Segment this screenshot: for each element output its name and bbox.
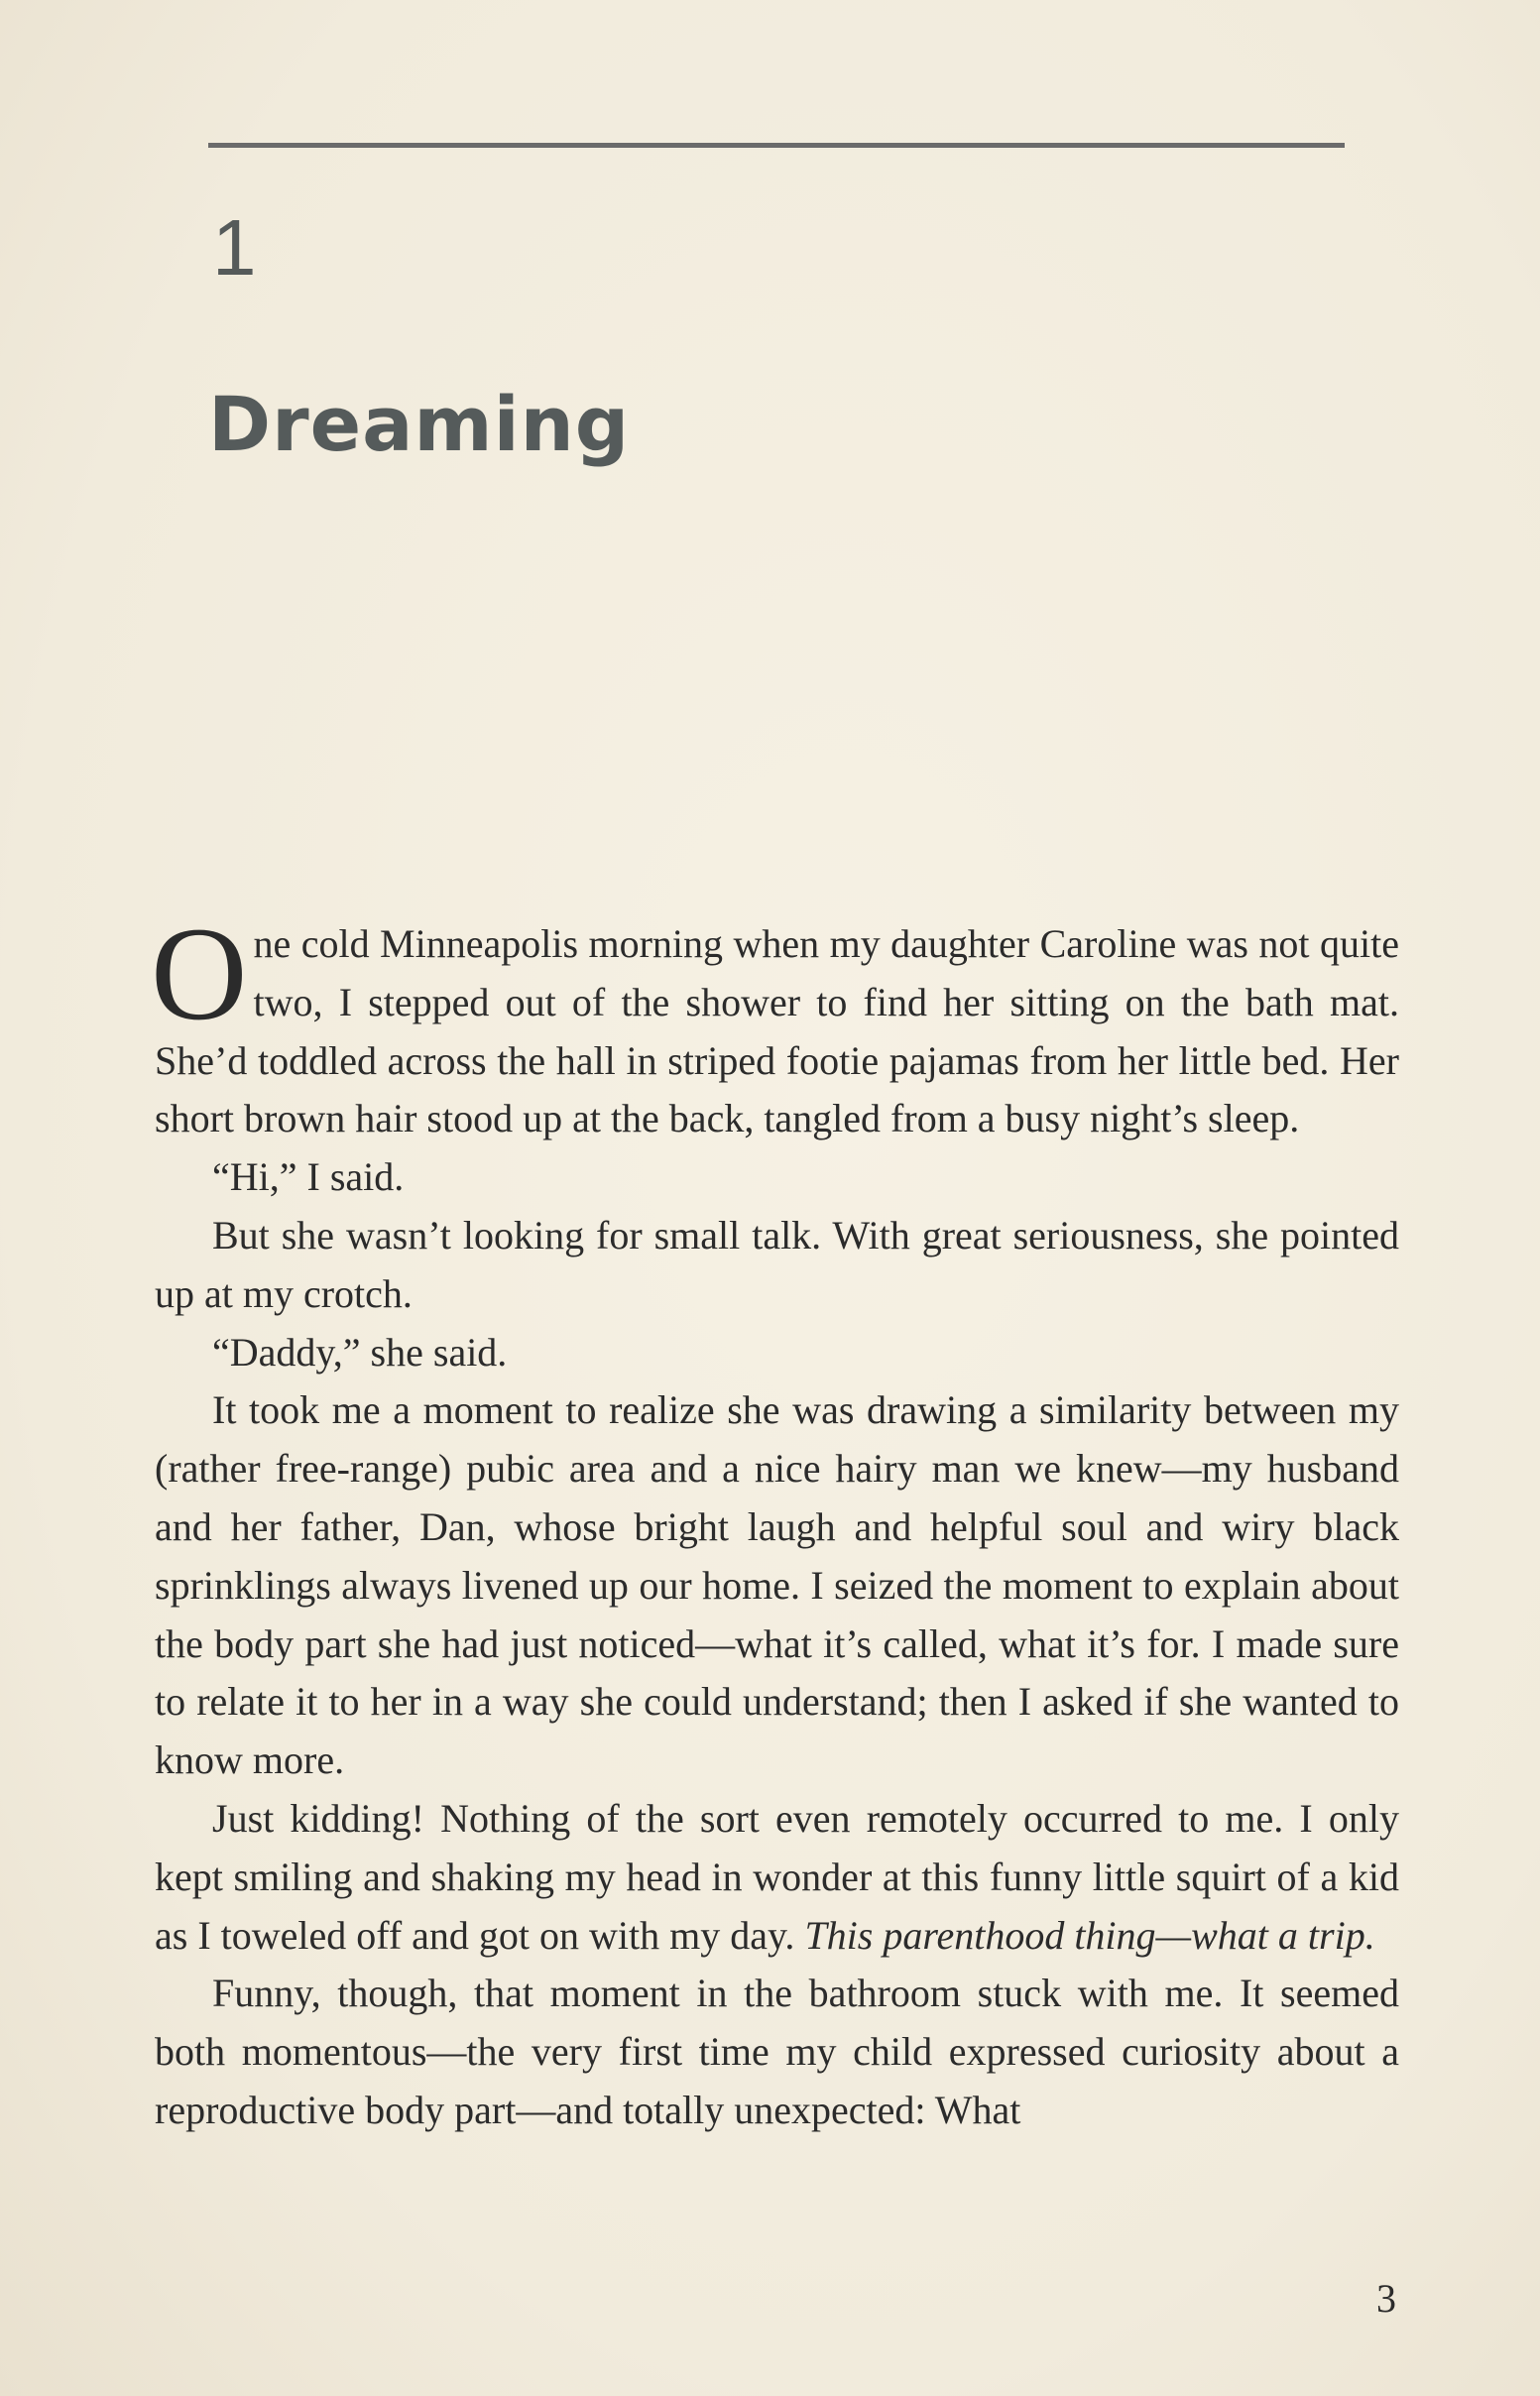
paragraph-text: Just kidding! Nothing of the sort even remotely occurred to me. I only kept smiling and shaking my head in wonder at this funny little squirt of a kid as I toweled off and got on with my day. [155, 1795, 1399, 1958]
chapter-title: Dreaming [208, 380, 631, 468]
paragraph: But she wasn’t looking for small talk. With great seriousness, she pointed up at my crotch. [155, 1212, 1399, 1316]
paragraph: “Daddy,” she said. [212, 1329, 508, 1375]
chapter-body [151, 900, 1399, 2140]
italic-text: This parenthood thing—what a trip. [804, 1912, 1375, 1958]
page-number: 3 [1376, 2276, 1396, 2321]
paragraph: “Hi,” I said. [212, 1154, 405, 1200]
chapter-rule [208, 143, 1345, 148]
paragraph [151, 900, 1399, 1148]
paragraph: It took me a moment to realize she was drawing a similarity between my (rather free-range) pubic area and a nice hairy man we knew—my husband and her father, Dan, whose bright laugh and helpful soul and wiry black sprinklings always livened up our home. I seized the moment to explain about the body part she had just noticed—what it’s called, what it’s for. I made sure to relate it to her in a way she could understand; then I asked if she wanted to know more. [155, 1387, 1399, 1783]
chapter-number: 1 [212, 203, 257, 292]
paragraph: Funny, though, that moment in the bathroom stuck with me. It seemed both momentous—the very first time my child expressed curiosity about a reproductive body part—and totally unexpected: What [155, 1971, 1399, 2132]
drop-cap: O [151, 900, 248, 1048]
paragraph [155, 1790, 1399, 1965]
paragraph-text: ne cold Minneapolis morning when my daughter Caroline was not quite two, I stepped out of the shower to find her sitting on the bath mat. She’d toddled across the hall in striped footie pajamas from her little bed. Her short brown hair stood up at the back, tangled from a busy night’s sleep. [155, 921, 1399, 1141]
